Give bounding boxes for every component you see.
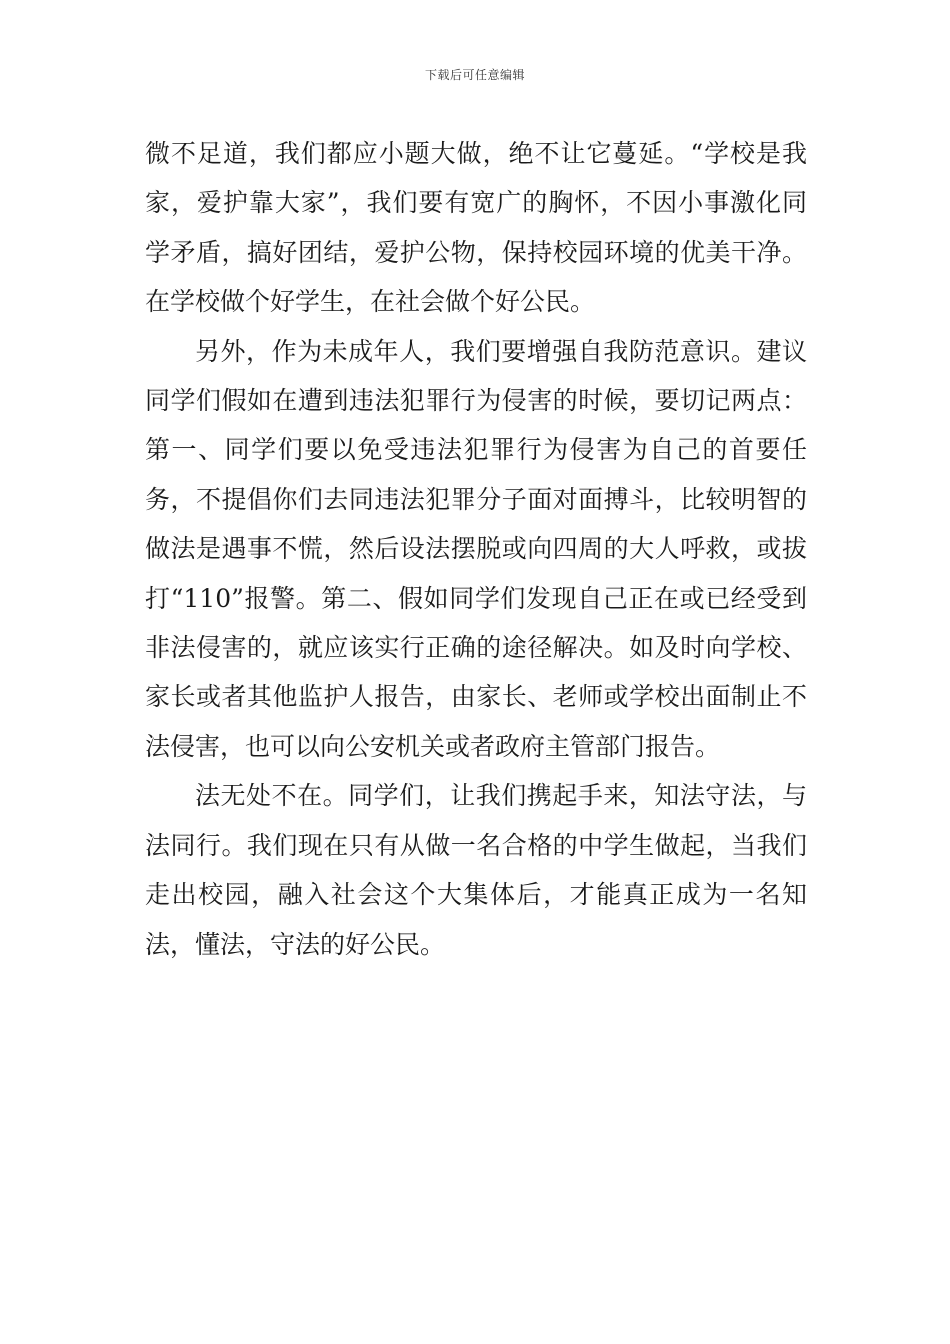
header-note: 下载后可任意编辑 (424, 68, 525, 82)
document-body (145, 129, 807, 969)
paragraph-conclusion: 法无处不在。同学们，让我们携起手来，知法守法，与法同行。我们现在只有从做一名合格的中学生做起，当我们走出校园，融入社会这个大集体后，才能真正成为一名知法，懂法，守法的好公民。 (145, 781, 807, 959)
paragraph-self-protection: 另外，作为未成年人，我们要增强自我防范意识。建议同学们假如在遭到违法犯罪行为侵害的时候，要切记两点：第一、同学们要以免受违法犯罪行为侵害为自己的首要任务，不提倡你们去同违法犯罪分子面对面搏斗，比较明智的做法是遇事不慌，然后设法摆脱或向四周的大人呼救，或拔打“110”报警。第二、假如同学们发现自己正在或已经受到非法侵害的，就应该实行正确的途径解决。如及时向学校、家长或者其他监护人报告，由家长、老师或学校出面制止不法侵害，也可以向公安机关或者政府主管部门报告。 (145, 336, 807, 761)
paragraph-continuation: 微不足道，我们都应小题大做，绝不让它蔓延。“学校是我家，爱护靠大家”，我们要有宽广的胸怀，不因小事激化同学矛盾，搞好团结，爱护公物，保持校园环境的优美干净。在学校做个好学生，在社会做个好公民。 (145, 139, 807, 317)
